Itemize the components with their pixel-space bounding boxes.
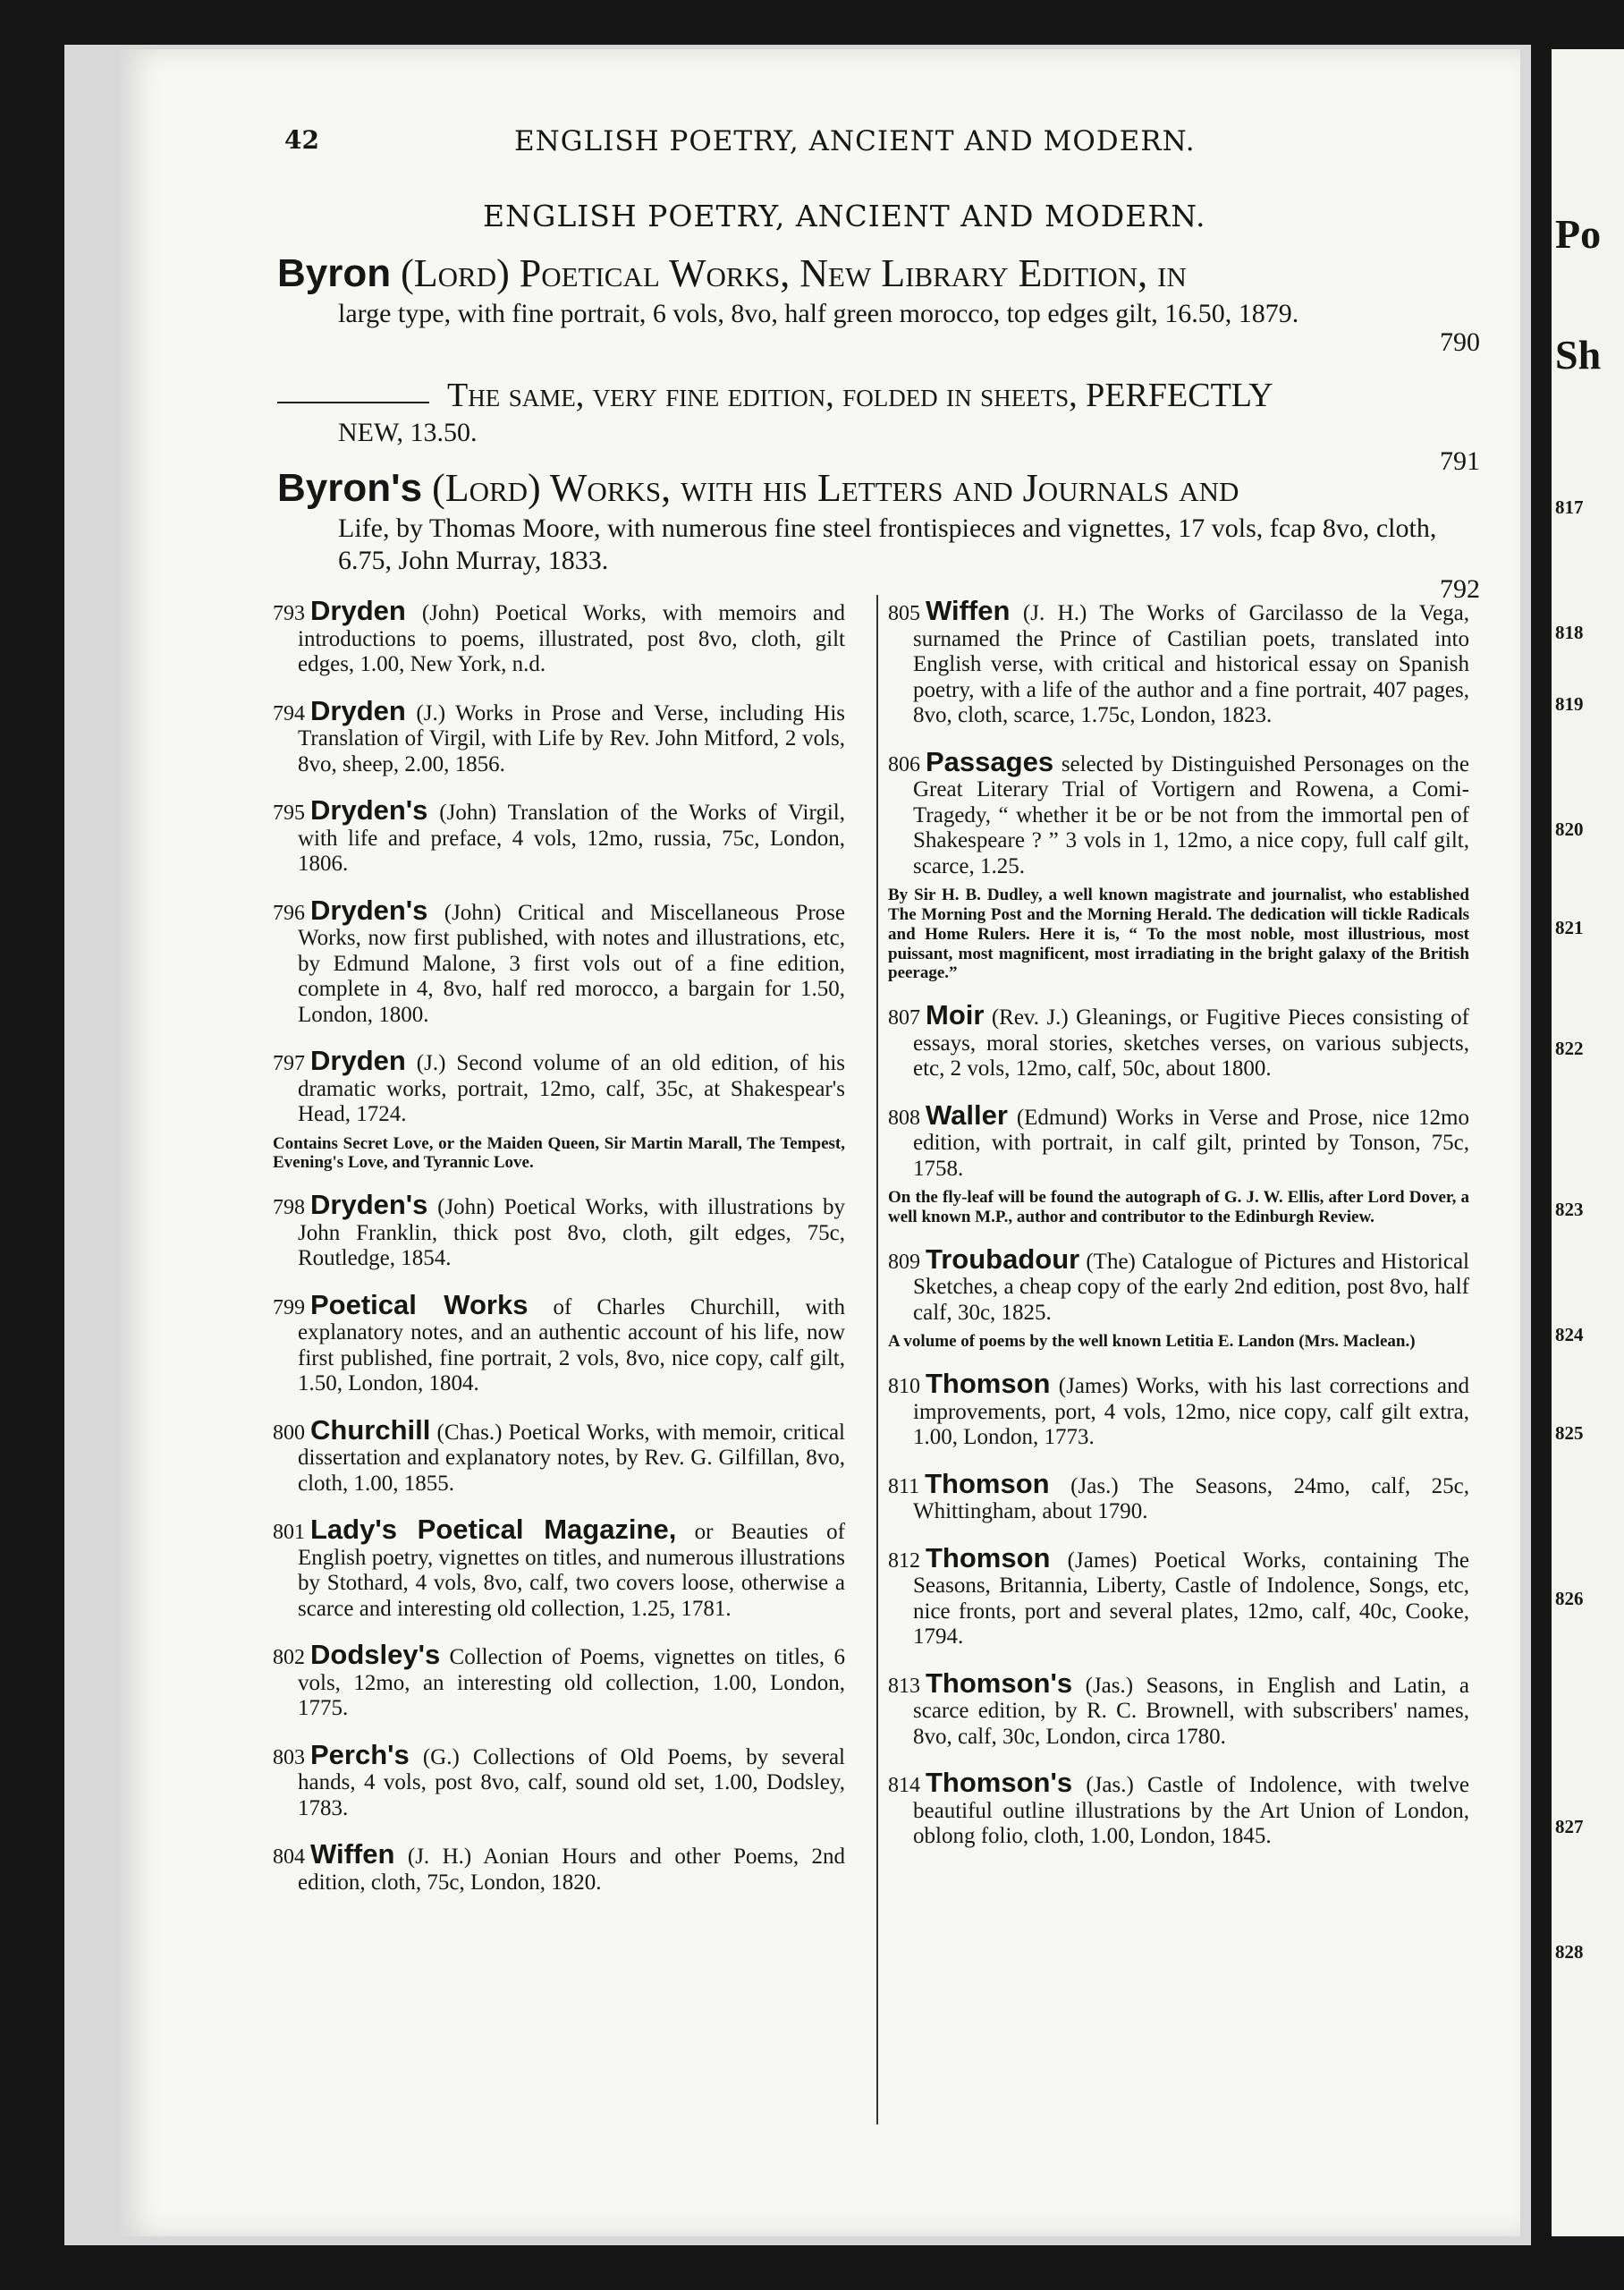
next-page-fragment: 828 [1555, 1941, 1584, 1963]
entry-details: (Chas.) Poetical Works, with memoir, critical dissertation and explanatory notes, by Rev. G. Gilfillan, 8vo, cloth, 1.00, 1855. [298, 1420, 845, 1496]
entry-headword: Poetical Works [310, 1288, 529, 1320]
entry-headword: Lady's Poetical Magazine, [310, 1514, 677, 1546]
catalogue-entry [273, 895, 845, 1029]
entry-headword: Dryden's [310, 894, 428, 926]
entry-details: (J. H.) The Works of Garcilasso de la Vega, surnamed the Prince of Castilian poets, translated into English verse, with critical and historical essay on Spanish poetry, with a life of the author and a fine portrait, 407 pages, 8vo, cloth, scarce, 1.75c, London, 1823. [913, 601, 1469, 727]
next-page-fragment: Sh [1555, 332, 1602, 377]
entry-number: 801 [273, 1521, 305, 1545]
next-page-fragment: 824 [1555, 1324, 1584, 1345]
entry-note: On the fly-leaf will be found the autograph of G. J. W. Ellis, after Lord Dover, a well known M.P., author and contributor to the Edinburgh Review. [888, 1188, 1469, 1227]
entry-details: (John) Poetical Works, with memoirs and introductions to poems, illustrated, post 8vo, cloth, gilt edges, 1.00, New York, n.d. [298, 601, 845, 676]
entry-headword: Wiffen [926, 595, 1011, 626]
entry-headword: Churchill [310, 1413, 431, 1446]
catalogue-entry [273, 1045, 845, 1128]
next-page-fragment: 822 [1555, 1038, 1584, 1059]
next-page-fragment: Po [1555, 211, 1602, 257]
entry-details: (Rev. J.) Gleanings, or Fugitive Pieces consisting of essays, moral stories, sketches verses, on various subjects, etc, 2 vols, 12mo, calf, 50c, about 1800. [913, 1005, 1469, 1081]
entry-headword: Dryden [310, 694, 406, 726]
entry-details: (James) Poetical Works, containing The Seasons, Britannia, Liberty, Castle of Indolence, Songs, etc, nice fronts, port and several plates, 12mo, calf, 40c, Cooke, 1794. [913, 1548, 1469, 1650]
entry-number: 812 [888, 1548, 920, 1573]
catalogue-entry [888, 999, 1469, 1082]
entry-number: 809 [888, 1250, 920, 1274]
entry-number: 811 [888, 1474, 920, 1498]
entry-title: The same, very fine edition, folded in sheets, PERFECTLY [447, 377, 1273, 414]
entry-headword: Thomson [926, 1368, 1051, 1400]
catalogue-entry [888, 1243, 1469, 1327]
entry-headword: Byron [277, 251, 392, 295]
entry-headword: Dryden's [310, 794, 428, 826]
next-page-fragment: 817 [1555, 496, 1584, 518]
entry-number: 794 [273, 701, 305, 725]
entry-headword: Thomson [925, 1467, 1050, 1499]
next-page-fragment: 821 [1555, 917, 1584, 938]
entry-headword: Thomson [926, 1541, 1051, 1573]
entry-number: 793 [273, 602, 305, 625]
entry-number: 795 [273, 802, 305, 825]
entry-number: 790 [1440, 327, 1480, 357]
entry-number: 799 [273, 1295, 305, 1319]
catalogue-entry [273, 1289, 845, 1397]
running-head: ENGLISH POETRY, ANCIENT AND MODERN. [514, 125, 1196, 157]
catalogue-entry [273, 1189, 845, 1272]
next-page-fragment: 827 [1555, 1816, 1584, 1837]
next-page-edge [1552, 49, 1624, 2236]
entry-number: 800 [273, 1421, 305, 1445]
entry-details: (Jas.) The Seasons, 24mo, calf, 25c, Whittingham, about 1790. [913, 1473, 1469, 1524]
catalogue-entry [273, 1838, 845, 1896]
next-page-fragment: 819 [1555, 693, 1584, 715]
ditto-rule [277, 402, 429, 403]
entry-details: (The) Catalogue of Pictures and Historical Sketches, a cheap copy of the early 2nd edition, post 8vo, half calf, 30c, 1825. [913, 1249, 1469, 1325]
entry-details: (Edmund) Works in Verse and Prose, nice 12mo edition, with portrait, in calf gilt, printed by Tonson, 75c, 1758. [913, 1105, 1469, 1181]
entry-headword: Dodsley's [310, 1639, 441, 1671]
right-column [888, 595, 1469, 1867]
catalogue-entry [888, 1542, 1469, 1650]
catalogue-entry-790 [277, 250, 1480, 359]
catalogue-entry [888, 1099, 1469, 1183]
entry-note: Contains Secret Love, or the Maiden Queen, Sir Martin Marall, The Tempest, Evening's Love, and Tyrannic Love. [273, 1133, 845, 1173]
entry-headword: Perch's [310, 1738, 410, 1770]
entry-number: 803 [273, 1745, 305, 1769]
catalogue-entry [888, 1468, 1469, 1525]
entry-note: By Sir H. B. Dudley, a well known magistrate and journalist, who established The Morning Post and the Morning Herald. The dedication will tickle Radicals and Home Rulers. Here it is, “ To the most noble, most illustrious, most puissant, most magnificent, most irradiating in the bright galaxy of the British peerage.” [888, 886, 1469, 983]
entry-number: 802 [273, 1646, 305, 1670]
entry-number: 796 [273, 901, 305, 925]
entry-number: 792 [1440, 573, 1480, 604]
entry-headword: Byron's [277, 466, 423, 510]
catalogue-entry [273, 695, 845, 778]
entry-details: (Jas.) Castle of Indolence, with twelve beautiful outline illustrations by the Art Union of London, oblong folio, cloth, 1.00, London, 1845. [913, 1773, 1469, 1849]
catalogue-entry [273, 1739, 845, 1822]
next-page-fragment: 825 [1555, 1422, 1584, 1444]
entry-headword: Dryden [310, 1045, 406, 1076]
next-page-fragment: 818 [1555, 622, 1584, 643]
entry-headword: Thomson's [926, 1667, 1073, 1699]
entry-details: (J.) Second volume of an old edition, of his dramatic works, portrait, 12mo, calf, 35c, at Shakespear's Head, 1724. [298, 1051, 845, 1126]
catalogue-entry [273, 1414, 845, 1497]
entry-headword: Dryden's [310, 1189, 428, 1221]
entry-number: 808 [888, 1106, 920, 1130]
entry-details: (G.) Collections of Old Poems, by several hands, 4 vols, post 8vo, calf, sound old set, 1.00, Dodsley, 1783. [298, 1744, 845, 1820]
entry-details: Life, by Thomas Moore, with numerous fine steel frontispieces and vignettes, 17 vols, fcap 8vo, cloth, 6.75, John Murray, 1833. [338, 513, 1437, 575]
left-column [273, 595, 845, 1913]
entry-number: 814 [888, 1774, 920, 1798]
section-title: ENGLISH POETRY, ANCIENT AND MODERN. [483, 199, 1206, 233]
catalogue-entry [888, 1368, 1469, 1451]
entry-details: (John) Critical and Miscellaneous Prose Works, now first published, with notes and illustrations, etc, by Edmund Malone, 3 first vols out of a fine edition, complete in 4, 8vo, half red morocco, a bargain for 1.50, London, 1800. [298, 900, 845, 1027]
catalogue-entry-791 [277, 376, 1480, 478]
entry-number: 807 [888, 1006, 920, 1030]
entry-details: (James) Works, with his last corrections and improvements, port, 4 vols, 12mo, nice copy, calf gilt extra, 1.00, London, 1773. [913, 1374, 1469, 1450]
entry-headword: Moir [926, 999, 985, 1031]
catalogue-entry [273, 1514, 845, 1622]
entry-note: A volume of poems by the well known Letitia E. Landon (Mrs. Maclean.) [888, 1332, 1416, 1352]
entry-details: selected by Distinguished Personages on the Great Literary Trial of Vortigern and Rowena, a Comi-Tragedy, “ whether it be or be not from the immortal pen of Shakespeare ? ” 3 vols in 1, 12mo, a nice copy, full calf gilt, scarce, 1.25. [913, 751, 1469, 878]
entry-title: (Lord) Works, with his Letters and Journals and [422, 466, 1239, 510]
catalogue-entry [273, 595, 845, 678]
entry-number: 804 [273, 1845, 305, 1870]
entry-number: 805 [888, 602, 920, 625]
entry-details: Collection of Poems, vignettes on titles, 6 vols, 12mo, an interesting old collection, 1.00, London, 1775. [298, 1645, 845, 1721]
entry-details: (John) Poetical Works, with illustrations by John Franklin, thick post 8vo, cloth, gilt edges, 75c, Routledge, 1854. [298, 1195, 845, 1271]
catalogue-entry [888, 746, 1469, 880]
entry-details: or Beauties of English poetry, vignettes on titles, and numerous illustrations by Stothard, 4 vols, 8vo, calf, two covers loose, otherwise a scarce and interesting old collection, 1.25, 1781. [298, 1520, 846, 1621]
entry-number: 791 [1440, 445, 1480, 476]
catalogue-entry [888, 595, 1469, 729]
next-page-fragment: 823 [1555, 1199, 1584, 1220]
entry-details: (J. H.) Aonian Hours and other Poems, 2nd edition, cloth, 75c, London, 1820. [298, 1845, 845, 1895]
entry-headword: Passages [926, 745, 1054, 777]
next-page-fragment: 820 [1555, 818, 1584, 840]
catalogue-entry [273, 1639, 845, 1722]
entry-number: 810 [888, 1375, 920, 1399]
catalogue-entry [888, 1767, 1469, 1850]
catalogue-entry-792 [277, 465, 1480, 606]
entry-details: of Charles Churchill, with explanatory notes, and an authentic account of his life, now first published, fine portrait, 2 vols, 8vo, nice copy, calf gilt, 1.50, London, 1804. [298, 1294, 845, 1396]
entry-details: (J.) Works in Prose and Verse, including His Translation of Virgil, with Life by Rev. John Mitford, 2 vols, 8vo, sheep, 2.00, 1856. [298, 700, 845, 776]
entry-details: (Jas.) Seasons, in English and Latin, a scarce edition, by R. C. Brownell, with subscribers' names, 8vo, calf, 30c, London, circa 1780. [913, 1673, 1469, 1749]
entry-headword: Troubadour [926, 1243, 1080, 1275]
entry-title: (Lord) Poetical Works, New Library Edition, in [391, 251, 1187, 295]
entry-details: NEW, 13.50. [338, 417, 478, 447]
next-page-fragment: 826 [1555, 1588, 1584, 1609]
catalogue-entry [888, 1667, 1469, 1751]
entry-number: 813 [888, 1674, 920, 1698]
entry-headword: Wiffen [310, 1838, 395, 1870]
entry-number: 797 [273, 1052, 305, 1075]
entry-details: large type, with fine portrait, 6 vols, 8vo, half green morocco, top edges gilt, 16.50, 1879. [338, 298, 1299, 328]
entry-headword: Waller [926, 1098, 1008, 1131]
page-number: 42 [284, 125, 319, 155]
entry-headword: Thomson's [926, 1767, 1073, 1799]
entry-details: (John) Translation of the Works of Virgil, with life and preface, 4 vols, 12mo, russia, 75c, London, 1806. [298, 801, 845, 876]
entry-number: 806 [888, 752, 920, 776]
entry-number: 798 [273, 1196, 305, 1220]
entry-headword: Dryden [310, 595, 406, 626]
catalogue-entry [273, 794, 845, 878]
column-divider [876, 595, 878, 2125]
